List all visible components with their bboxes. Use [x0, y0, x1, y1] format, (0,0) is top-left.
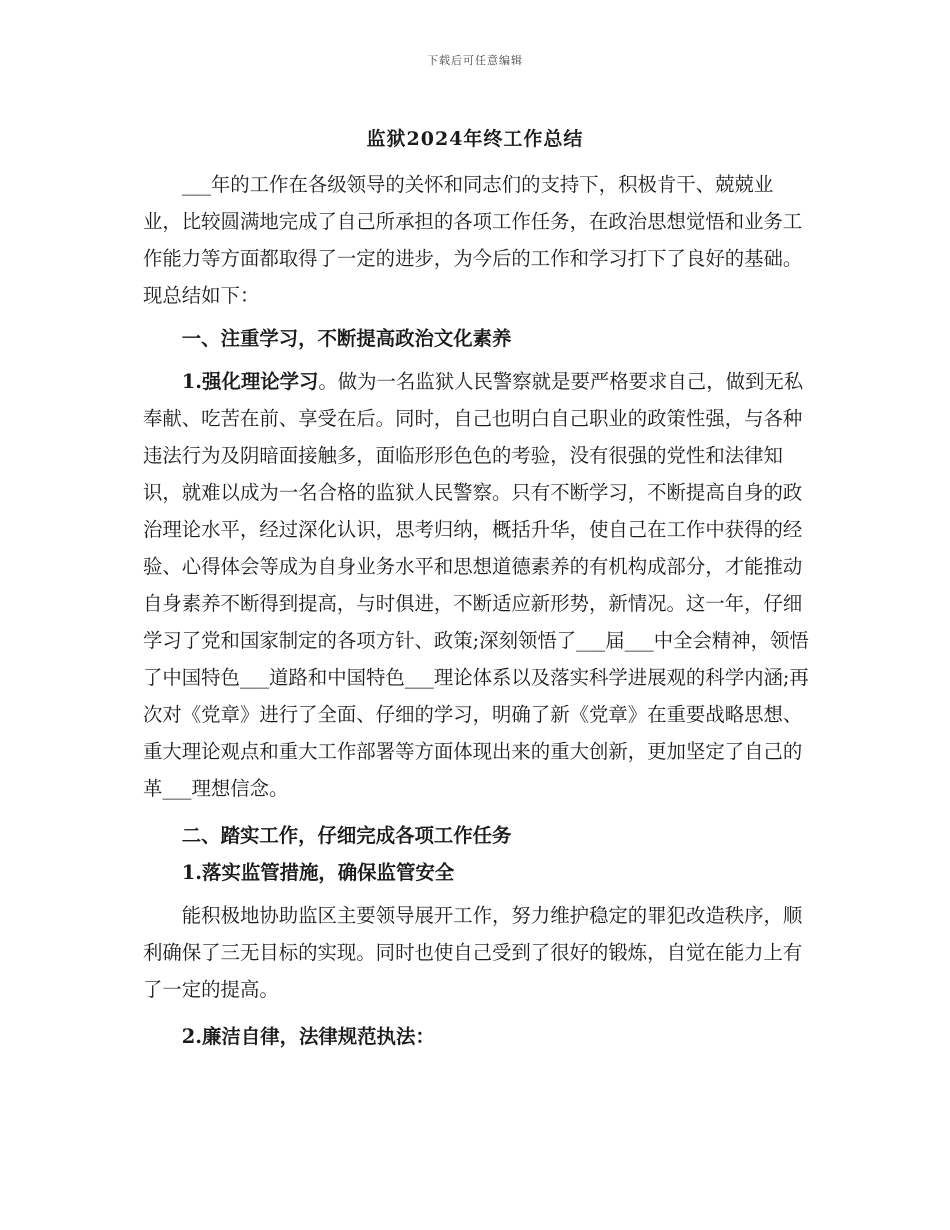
intro-paragraph: ___年的工作在各级领导的关怀和同志们的支持下，积极肯干、兢兢业业，比较圆满地完成了自己所承担的各项工作任务，在政治思想觉悟和业务工作能力等方面都取得了一定的进步，为今后的工作和学习打下了良好的基础。现总结如下： — [143, 173, 803, 307]
section1-item1-text: 。做为一名监狱人民警察就是要严格要求自己，做到无私奉献、吃苦在前、享受在后。同时，自己也明白自己职业的政策性强，与各种违法行为及阴暗面接触多，面临形形色色的考验，没有很强的党性和法律知识，就难以成为一名合格的监狱人民警察。只有不断学习，不断提高自身的政治理论水平，经过深化认识，思考归纳，概括升华，使自己在工作中获得的经验、心得体会等成为自身业务水平和思想道德素养的有机构成部分，才能推动自身素养不断得到提高，与时俱进，不断适应新形势，新情况。这一年，仔细学习了党和国家制定的各项方针、政策;深刻领悟了___届___中全会精神，领悟了中国特色___道路和中国特色___理论体系以及落实科学进展观的科学内涵;再次对《党章》进行了全面、仔细的学习，明确了新《党章》在重要战略思想、重大理论观点和重大工作部署等方面体现出来的重大创新，更加坚定了自己的革___理想信念。 — [143, 370, 809, 800]
section2-heading: 二、踏实工作，仔细完成各项工作任务 — [181, 824, 512, 847]
section1-item1-paragraph — [143, 363, 811, 807]
section2-sub1-heading: 1.落实监管措施，确保监管安全 — [181, 861, 455, 884]
section2-sub1-paragraph: 能积极地协助监区主要领导展开工作，努力维护稳定的罪犯改造秩序，顺利确保了三无目标的实现。同时也使自己受到了很好的锻炼，自觉在能力上有了一定的提高。 — [143, 904, 803, 1001]
document-title: 监狱2024年终工作总结 — [366, 128, 584, 150]
section1-heading: 一、注重学习，不断提高政治文化素养 — [181, 327, 512, 350]
section2-sub2-heading: 2.廉洁自律，法律规范执法： — [181, 1025, 435, 1048]
section1-item1-lead: 1.强化理论学习 — [181, 370, 319, 393]
document-body — [143, 166, 811, 1055]
header-note: 下载后可任意编辑 — [427, 54, 523, 67]
